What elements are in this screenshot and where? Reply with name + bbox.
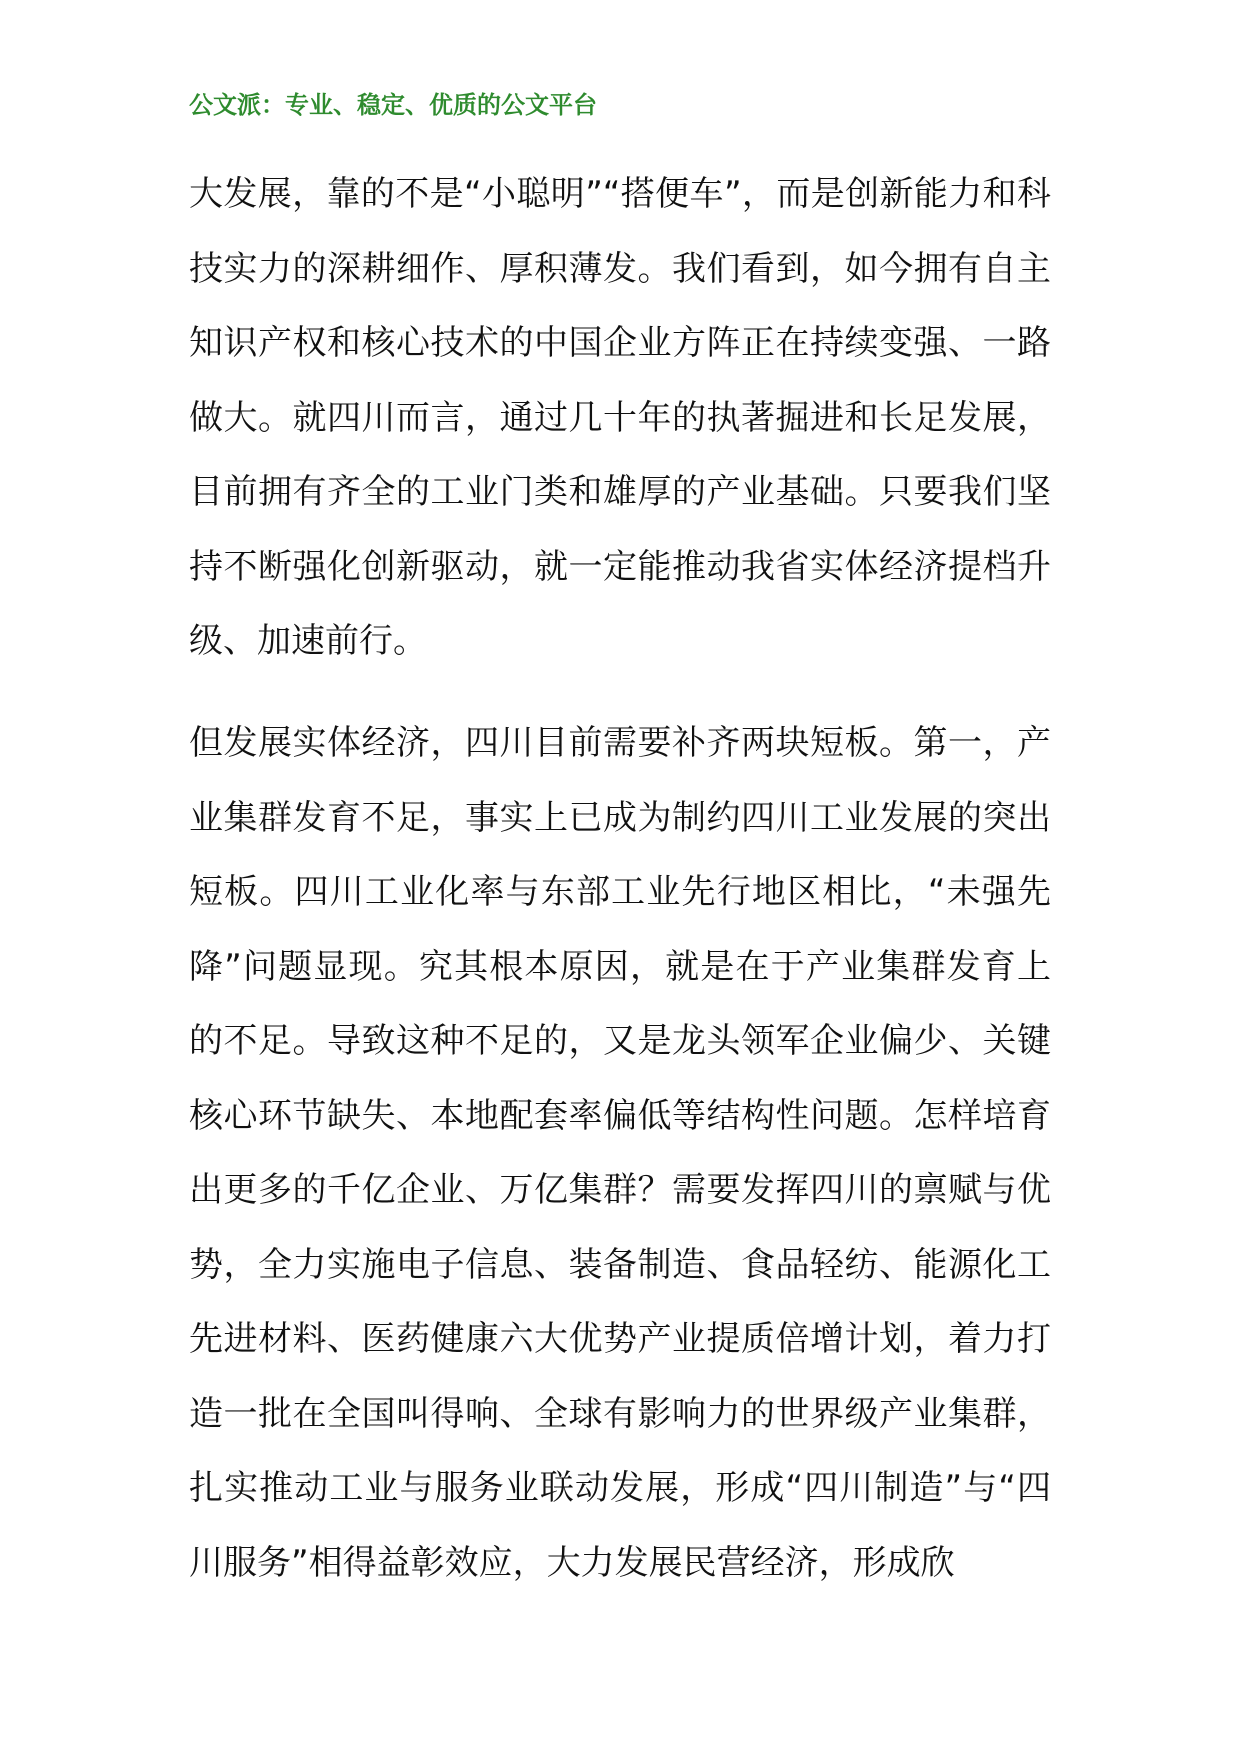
paragraph-2: 但发展实体经济，四川目前需要补齐两块短板。第一，产业集群发育不足，事实上已成为制约四川工业发展的突出短板。四川工业化率与东部工业先行地区相比，“未强先降”问题显现。究其根本原因，就是在于产业集群发育上的不足。导致这种不足的，又是龙头领军企业偏少、关键核心环节缺失、本地配套率偏低等结构性问题。怎样培育出更多的千亿企业、万亿集群？需要发挥四川的禀赋与优势，全力实施电子信息、装备制造、食品轻纺、能源化工先进材料、医药健康六大优势产业提质倍增计划，着力打造一批在全国叫得响、全球有影响力的世界级产业集群，扎实推动工业与服务业联动发展，形成“四川制造”与“四川服务”相得益彰效应，大力发展民营经济，形成欣 [189,723,1051,1583]
paragraph-1: 大发展，靠的不是“小聪明”“搭便车”，而是创新能力和科技实力的深耕细作、厚积薄发。我们看到，如今拥有自主知识产权和核心技术的中国企业方阵正在持续变强、一路做大。就四川而言，通过几十年的执著掘进和长足发展，目前拥有齐全的工业门类和雄厚的产业基础。只要我们坚持不断强化创新驱动，就一定能推动我省实体经济提档升级、加速前行。 [189,174,1051,661]
header-title: 公文派：专业、稳定、优质的公文平台 [189,91,597,119]
